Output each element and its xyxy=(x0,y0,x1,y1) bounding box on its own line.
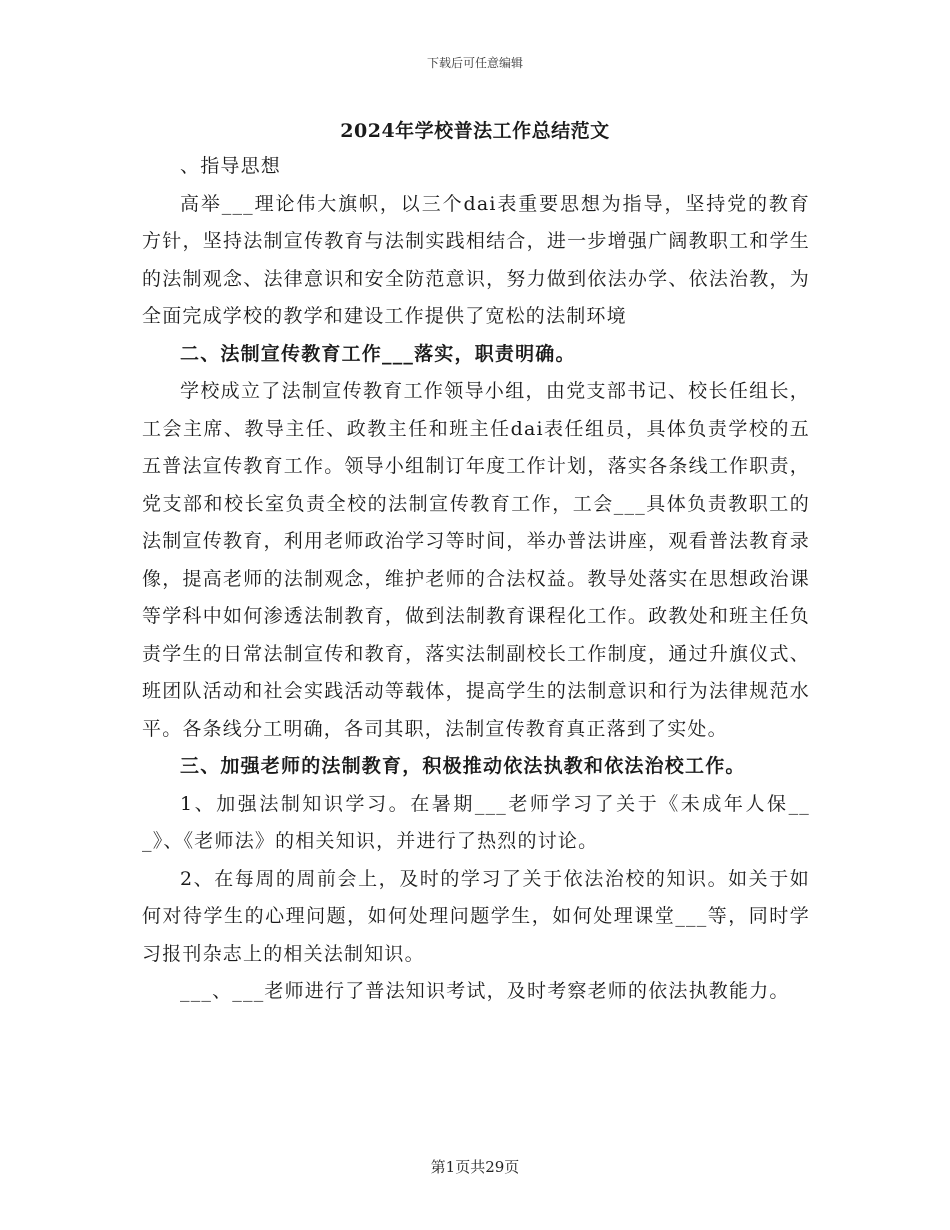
document-title: 2024年学校普法工作总结范文 xyxy=(340,120,610,142)
paragraph-item-1: 1、加强法制知识学习。在暑期___老师学习了关于《未成年人保___》、《老师法》的相关知识，并进行了热烈的讨论。 xyxy=(142,792,810,852)
paragraph-guiding-thought: 高举___理论伟大旗帜，以三个dai表重要思想为指导，坚持党的教育方针，坚持法制宣传教育与法制实践相结合，进一步增强广阔教职工和学生的法制观念、法律意识和安全防范意识，努力做到依法办学、依法治教，为全面完成学校的教学和建设工作提供了宽松的法制环境 xyxy=(142,192,810,327)
document-body xyxy=(142,148,810,1011)
page-number: 第1页共29页 xyxy=(430,1158,520,1176)
paragraph-item-3: ___、___老师进行了普法知识考试，及时考察老师的依法执教能力。 xyxy=(180,980,790,1002)
header-note: 下载后可任意编辑 xyxy=(426,56,523,70)
section-heading-3: 三、加强老师的法制教育，积极推动依法执教和依法治校工作。 xyxy=(180,755,746,777)
paragraph-item-2: 2、在每周的周前会上，及时的学习了关于依法治校的知识。如关于如何对待学生的心理问题，如何处理问题学生，如何处理课堂___等，同时学习报刊杂志上的相关法制知识。 xyxy=(142,867,810,965)
section-heading-2: 二、法制宣传教育工作___落实，职责明确。 xyxy=(180,342,576,365)
section-heading-guiding-thought: 、指导思想 xyxy=(180,155,282,177)
paragraph-section-2: 学校成立了法制宣传教育工作领导小组，由党支部书记、校长任组长，工会主席、教导主任、政教主任和班主任dai表任组员，具体负责学校的五五普法宣传教育工作。领导小组制订年度工作计划，落实各条线工作职责，党支部和校长室负责全校的法制宣传教育工作，工会___具体负责教职工的法制宣传教育，利用老师政治学习等时间，举办普法讲座，观看普法教育录像，提高老师的法制观念，维护老师的合法权益。教导处落实在思想政治课等学科中如何渗透法制教育，做到法制教育课程化工作。政教处和班主任负责学生的日常法制宣传和教育，落实法制副校长工作制度，通过升旗仪式、班团队活动和社会实践活动等载体，提高学生的法制意识和行为法律规范水平。各条线分工明确，各司其职，法制宣传教育真正落到了实处。 xyxy=(142,380,810,740)
